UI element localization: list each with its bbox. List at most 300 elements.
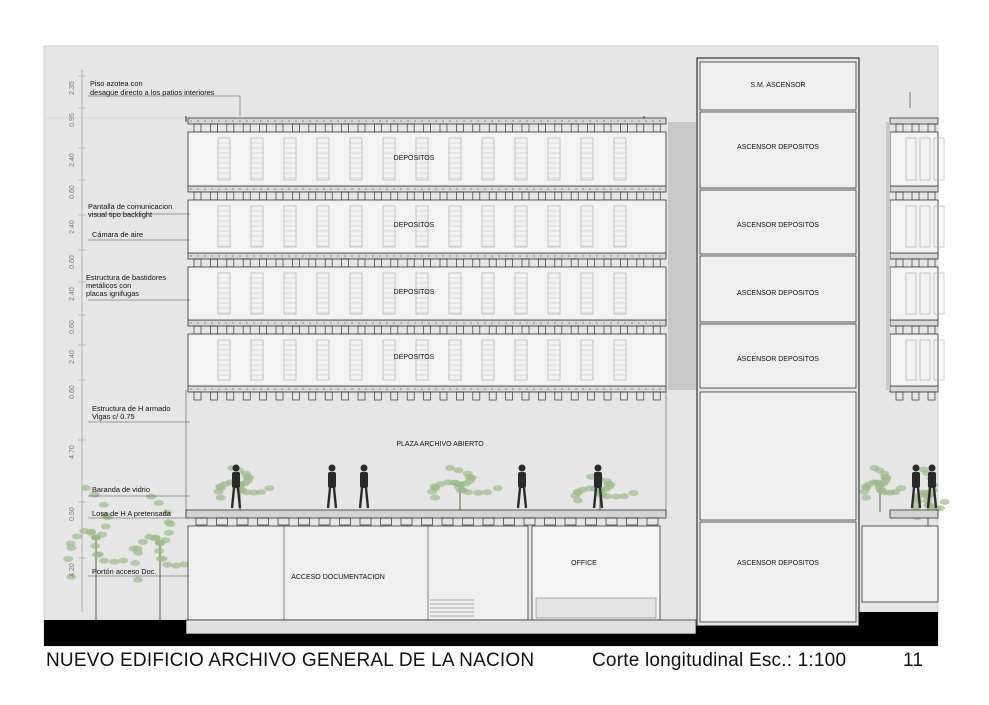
slab-texture [197, 388, 198, 389]
slab-texture [323, 188, 324, 189]
slab-texture [302, 188, 303, 189]
floor-slab [890, 186, 938, 192]
slab-texture [526, 255, 527, 256]
slab-texture [239, 322, 240, 323]
slab-texture [330, 120, 331, 121]
tree-leaf [133, 550, 143, 556]
tree-leaf [604, 481, 614, 487]
slab-texture [575, 188, 576, 189]
slab-texture [225, 388, 226, 389]
slab-texture [526, 120, 527, 121]
slab-texture [456, 188, 457, 189]
slab-texture [225, 120, 226, 121]
acceso-room [188, 526, 528, 620]
person-body [360, 472, 368, 488]
slab-texture [197, 120, 198, 121]
slab-texture [204, 188, 205, 189]
slab-texture [295, 322, 296, 323]
slab-texture [582, 322, 583, 323]
tree-leaf [597, 491, 607, 497]
slab-texture [330, 388, 331, 389]
slab-texture [617, 255, 618, 256]
slab-texture [463, 255, 464, 256]
machine-room-label: S.M. ASCENSOR [750, 82, 806, 89]
slab-texture [414, 255, 415, 256]
slab-texture [190, 188, 191, 189]
slab-texture [484, 255, 485, 256]
dimension-label: 2.40 [69, 153, 76, 167]
roof-note-line-1: Piso azotea con [90, 79, 143, 88]
slab-texture [561, 388, 562, 389]
storey [890, 267, 938, 320]
slab-texture [582, 188, 583, 189]
slab-texture [323, 255, 324, 256]
slab-texture [505, 120, 506, 121]
slab-texture [610, 322, 611, 323]
tree-leaf [573, 498, 583, 504]
tree-leaf [473, 490, 483, 496]
tree-leaf [216, 485, 226, 491]
dimension-label: 2.40 [69, 350, 76, 364]
slab-texture [526, 388, 527, 389]
elevator-label-5: ASCENSOR DEPOSITOS [737, 560, 819, 567]
slab-texture [330, 188, 331, 189]
person-body [328, 472, 336, 488]
person-body [518, 472, 526, 488]
slab-texture [379, 255, 380, 256]
slab-note: Losa de H A pretensada [92, 509, 171, 518]
slab-texture [281, 255, 282, 256]
slab-texture [232, 255, 233, 256]
slab-texture [190, 255, 191, 256]
frame-note-line-1: Estructura de bastidores [86, 273, 167, 282]
slab-texture [631, 388, 632, 389]
slab-texture [547, 188, 548, 189]
slab-texture [323, 322, 324, 323]
slab-texture [449, 188, 450, 189]
tree-leaf [86, 530, 96, 536]
slab-texture [491, 188, 492, 189]
slab-texture [288, 120, 289, 121]
slab-texture [442, 388, 443, 389]
tree-leaf [861, 485, 871, 491]
slab-texture [484, 388, 485, 389]
slab-texture [596, 188, 597, 189]
deposito-label-2: DEPOSITOS [393, 222, 435, 229]
dimension-label: 2.40 [69, 220, 76, 234]
slab-texture [421, 322, 422, 323]
slab-texture [659, 388, 660, 389]
acceso-label: ACCESO DOCUMENTACION [291, 574, 385, 581]
slab-texture [260, 322, 261, 323]
slab-texture [400, 255, 401, 256]
slab-texture [288, 322, 289, 323]
slab-texture [218, 388, 219, 389]
slab-texture [631, 322, 632, 323]
slab-texture [337, 188, 338, 189]
tree-leaf [877, 487, 887, 493]
tree-leaf [146, 494, 156, 500]
slab-texture [372, 120, 373, 121]
slab-texture [624, 120, 625, 121]
slab-texture [463, 188, 464, 189]
slab-texture [267, 388, 268, 389]
elevator-label-3: ASCENSOR DEPOSITOS [737, 290, 819, 297]
slab-texture [596, 255, 597, 256]
slab-texture [596, 388, 597, 389]
slab-texture [197, 188, 198, 189]
slab-texture [603, 188, 604, 189]
slab-texture [400, 120, 401, 121]
floor-slab [188, 186, 666, 192]
slab-texture [351, 322, 352, 323]
slab-texture [477, 188, 478, 189]
slab-texture [484, 188, 485, 189]
slab-texture [505, 188, 506, 189]
slab-texture [344, 188, 345, 189]
tree-leaf [162, 562, 172, 568]
slab-texture [365, 120, 366, 121]
slab-texture [575, 120, 576, 121]
tree-leaf [880, 474, 890, 480]
tree-leaf [243, 474, 253, 480]
slab-texture [246, 120, 247, 121]
floor-slab [188, 386, 666, 392]
slab-texture [211, 255, 212, 256]
slab-texture [400, 388, 401, 389]
slab-texture [659, 322, 660, 323]
structure-note-line-1: Estructura de H armado [92, 404, 171, 413]
slab-texture [638, 120, 639, 121]
roof-note-line-2: desague directo a los patios interiores [90, 88, 215, 97]
ground-floor [186, 510, 696, 634]
slab-texture [316, 255, 317, 256]
slab-texture [610, 120, 611, 121]
slab-texture [484, 322, 485, 323]
slab-texture [582, 388, 583, 389]
slab-texture [638, 388, 639, 389]
office-label: OFFICE [571, 560, 597, 567]
slab-texture [309, 322, 310, 323]
dimension-label: 2.40 [69, 287, 76, 301]
slab-texture [659, 120, 660, 121]
slab-texture [498, 322, 499, 323]
slab-texture [582, 255, 583, 256]
tree-leaf [458, 487, 468, 493]
slab-texture [386, 188, 387, 189]
slab-texture [561, 322, 562, 323]
slab-texture [393, 120, 394, 121]
slab-texture [232, 388, 233, 389]
tree-leaf [249, 490, 259, 496]
slab-texture [456, 388, 457, 389]
slab-texture [645, 255, 646, 256]
slab-texture [582, 120, 583, 121]
slab-texture [267, 120, 268, 121]
slab-texture [547, 120, 548, 121]
person-head [595, 465, 602, 472]
tree-leaf [72, 533, 82, 539]
slab-texture [253, 322, 254, 323]
tree-leaf [99, 502, 109, 508]
slab-texture [288, 255, 289, 256]
slab-texture [540, 322, 541, 323]
slab-texture [505, 255, 506, 256]
slab-texture [267, 188, 268, 189]
slab-texture [225, 322, 226, 323]
slab-texture [295, 120, 296, 121]
slab-texture [267, 255, 268, 256]
slab-texture [449, 322, 450, 323]
slab-texture [491, 322, 492, 323]
slab-texture [645, 322, 646, 323]
slab-texture [330, 322, 331, 323]
slab-texture [533, 322, 534, 323]
slab-texture [561, 255, 562, 256]
slab-texture [596, 322, 597, 323]
slab-texture [379, 120, 380, 121]
slab-texture [610, 188, 611, 189]
slab-texture [372, 188, 373, 189]
slab-texture [197, 322, 198, 323]
slab-texture [302, 388, 303, 389]
frame-note-line-3: placas ignifugas [86, 289, 140, 298]
person-body [928, 472, 936, 488]
slab-texture [638, 255, 639, 256]
slab-texture [274, 388, 275, 389]
tree-leaf [450, 480, 460, 486]
slab-texture [302, 120, 303, 121]
slab-texture [218, 322, 219, 323]
slab-texture [624, 388, 625, 389]
slab-texture [190, 120, 191, 121]
tree-leaf [150, 535, 160, 541]
slab-texture [386, 255, 387, 256]
slab-texture [288, 188, 289, 189]
slab-texture [603, 255, 604, 256]
slab-texture [512, 255, 513, 256]
slab-texture [239, 120, 240, 121]
slab-texture [610, 255, 611, 256]
slab-texture [540, 388, 541, 389]
slab-texture [351, 120, 352, 121]
tree-leaf [91, 535, 101, 541]
person-head [913, 465, 920, 472]
slab-texture [267, 322, 268, 323]
tree-leaf [896, 485, 906, 491]
slab-texture [344, 120, 345, 121]
floor-slab [188, 253, 666, 259]
sheet-title: NUEVO EDIFICIO ARCHIVO GENERAL DE LA NACION [46, 650, 535, 671]
slab-texture [372, 388, 373, 389]
dimension-label: 0.60 [69, 320, 76, 334]
slab-texture [393, 322, 394, 323]
slab-texture [491, 255, 492, 256]
slab-texture [470, 255, 471, 256]
slab-texture [540, 255, 541, 256]
slab-texture [309, 255, 310, 256]
slab-texture [358, 188, 359, 189]
slab-texture [554, 188, 555, 189]
slab-texture [533, 388, 534, 389]
slab-texture [407, 322, 408, 323]
slab-texture [435, 120, 436, 121]
slab-texture [253, 188, 254, 189]
elevator-label-4: ASCENSOR DEPOSITOS [737, 356, 819, 363]
slab-texture [589, 388, 590, 389]
dimension-label: 0.95 [69, 113, 76, 127]
slab-texture [491, 120, 492, 121]
slab-texture [365, 188, 366, 189]
slab-texture [505, 388, 506, 389]
tree-leaf [861, 495, 871, 501]
slab-texture [316, 188, 317, 189]
slab-texture [463, 120, 464, 121]
slab-texture [281, 188, 282, 189]
slab-texture [617, 120, 618, 121]
slab-texture [407, 188, 408, 189]
slab-texture [449, 255, 450, 256]
tree-leaf [81, 485, 91, 491]
person-head [519, 465, 526, 472]
slab-texture [344, 322, 345, 323]
elevator-label-2: ASCENSOR DEPOSITOS [737, 222, 819, 229]
slab-texture [456, 322, 457, 323]
tree-leaf [154, 500, 164, 506]
storey [890, 200, 938, 253]
slab-texture [554, 322, 555, 323]
tree-leaf [430, 495, 440, 501]
slab-texture [351, 188, 352, 189]
slab-texture [323, 388, 324, 389]
slab-texture [365, 388, 366, 389]
slab-texture [498, 255, 499, 256]
slab-texture [575, 322, 576, 323]
slab-texture [316, 322, 317, 323]
slab-texture [246, 322, 247, 323]
slab-texture [372, 255, 373, 256]
deposito-label-4: DEPOSITOS [393, 354, 435, 361]
slab-texture [456, 120, 457, 121]
slab-texture [274, 188, 275, 189]
person-head [361, 465, 368, 472]
slab-texture [568, 188, 569, 189]
slab-texture [449, 388, 450, 389]
slab-texture [260, 188, 261, 189]
slab-texture [379, 388, 380, 389]
tree-leaf [90, 543, 100, 549]
slab-texture [246, 188, 247, 189]
slab-texture [533, 188, 534, 189]
slab-texture [442, 322, 443, 323]
tree-leaf [157, 556, 167, 562]
slab-texture [414, 188, 415, 189]
dimension-label: 0.60 [69, 385, 76, 399]
structure-note-line-2: Vigas c/ 0.75 [92, 412, 135, 421]
tree-leaf [573, 490, 583, 496]
slab-texture [561, 120, 562, 121]
slab-texture [295, 255, 296, 256]
slab-texture [617, 388, 618, 389]
slab-texture [253, 120, 254, 121]
slab-texture [428, 322, 429, 323]
slab-texture [526, 322, 527, 323]
slab-texture [204, 120, 205, 121]
slab-texture [477, 322, 478, 323]
slab-texture [225, 188, 226, 189]
slab-texture [337, 120, 338, 121]
tree-leaf [454, 467, 464, 473]
slab-texture [568, 120, 569, 121]
slab-texture [547, 388, 548, 389]
slab-texture [211, 388, 212, 389]
slab-texture [428, 188, 429, 189]
slab-texture [638, 188, 639, 189]
slab-texture [253, 388, 254, 389]
tree-leaf [465, 474, 475, 480]
slab-texture [386, 322, 387, 323]
slab-texture [498, 120, 499, 121]
person-head [929, 465, 936, 472]
slab-texture [309, 388, 310, 389]
slab-texture [645, 120, 646, 121]
slab-texture [253, 255, 254, 256]
slab-texture [239, 388, 240, 389]
slab-texture [393, 255, 394, 256]
slab-texture [652, 322, 653, 323]
floor-slab [890, 118, 938, 124]
person-body [912, 472, 920, 488]
slab-texture [498, 388, 499, 389]
slab-texture [603, 322, 604, 323]
slab-texture [414, 120, 415, 121]
slab-texture [428, 120, 429, 121]
slab-texture [435, 255, 436, 256]
slab-texture [477, 388, 478, 389]
slab-texture [330, 255, 331, 256]
slab-texture [568, 322, 569, 323]
slab-texture [575, 255, 576, 256]
slab-texture [484, 120, 485, 121]
slab-texture [407, 255, 408, 256]
slab-texture [232, 188, 233, 189]
tree-leaf [99, 558, 109, 564]
tree-leaf [874, 467, 884, 473]
slab-texture [512, 188, 513, 189]
slab-texture [302, 255, 303, 256]
tree-leaf [445, 465, 455, 471]
slab-texture [316, 388, 317, 389]
tree-leaf [154, 548, 164, 554]
tree-leaf [171, 563, 181, 569]
slab-texture [295, 388, 296, 389]
slab-texture [596, 120, 597, 121]
slab-texture [519, 188, 520, 189]
slab-texture [204, 255, 205, 256]
slab-texture [246, 388, 247, 389]
slab-texture [393, 188, 394, 189]
slab-texture [575, 388, 576, 389]
slab-texture [519, 255, 520, 256]
slab-texture [211, 188, 212, 189]
ground-room [862, 526, 938, 602]
slab-texture [505, 322, 506, 323]
slab-texture [554, 388, 555, 389]
slab-texture [561, 188, 562, 189]
plaza-label: PLAZA ARCHIVO ABIERTO [396, 441, 484, 448]
deposito-label-3: DEPOSITOS [393, 289, 435, 296]
tree-leaf [628, 490, 638, 496]
